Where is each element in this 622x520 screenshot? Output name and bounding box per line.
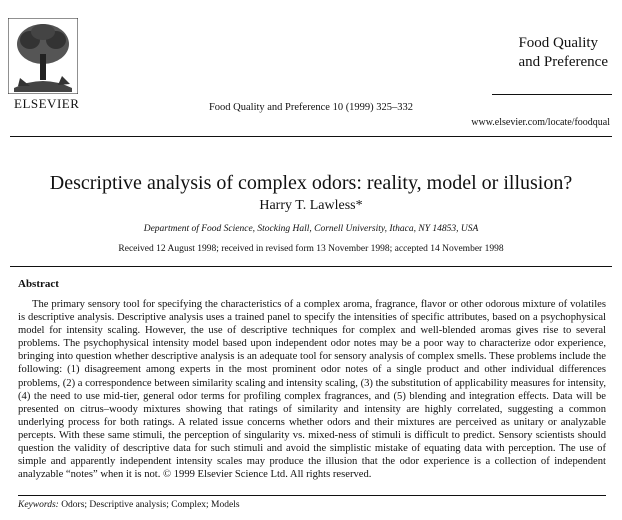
elsevier-tree-logo xyxy=(8,18,78,94)
author-affiliation: Department of Food Science, Stocking Hall, Cornell University, Ithaca, NY 14853, USA xyxy=(143,224,479,234)
header-divider xyxy=(10,136,612,137)
journal-citation: Food Quality and Preference 10 (1999) 325–332 xyxy=(208,102,414,113)
article-author: Harry T. Lawless* xyxy=(259,198,363,213)
received-dates: Received 12 August 1998; received in revised form 13 November 1998; accepted 14 November 1998 xyxy=(118,244,504,254)
journal-title-line2: and Preference xyxy=(518,54,608,70)
journal-url-link[interactable]: www.elsevier.com/locate/foodqual xyxy=(471,117,610,128)
article-title: Descriptive analysis of complex odors: reality, model or illusion? xyxy=(49,172,573,194)
journal-title-line1: Food Quality xyxy=(518,35,599,51)
abstract-divider xyxy=(10,266,612,267)
journal-title-rule xyxy=(492,94,612,95)
keywords-label: Keywords: xyxy=(18,500,59,510)
abstract-body: The primary sensory tool for specifying the characteristics of a complex aroma, fragrance, flavor or other odorous mixture of volatiles is descriptive analysis. Descriptive analysis uses a trained panel to specify the intensities of specific attributes, based on a psychophysical model for intensity scaling. However, the use of descriptive techniques for complex and well-blended aromas gives rise to several problems. The psychophysical intensity model based upon independent odor notes may be a poor way to characterize odor experience, bringing into question whether descriptive analysis is an adequate tool for sensory analysis of complex smells. These problems include the following: (1) disagreement among experts in the most prominent odor notes of a single product and other individual differences problems, (2) a correspondence between similarity scaling and intensity scaling, (3) the substitution of applicability measures for intensity, (4) the need to use mid-tier, general odor terms for profiling complex fragrances, and (5) blending and integration effects. Data will be presented on citrus–woody mixtures showing that ratings of similarity and intensity are highly correlated, suggesting a common underlying process for both ratings. A related issue concerns whether odors and their mixtures are perceived as unitary or analyzable percepts. With these same stimuli, the perception of singularity vs. mixed-ness of stimuli is difficult to predict. Sensory scientists should question the validity of descriptive data for such stimuli and avoid the simplistic mistake of equating data with perception. The use of simple and apparently independent intensity scales may produce the illusion that the odor experience is a collection of independent analyzable “notes” when it is not. © 1999 Elsevier Science Ltd. All rights reserved. xyxy=(18,299,606,481)
keywords-divider xyxy=(18,495,606,496)
keywords xyxy=(18,500,240,510)
journal-title xyxy=(518,34,608,72)
publisher-name: ELSEVIER xyxy=(14,96,80,111)
abstract-heading: Abstract xyxy=(18,278,59,290)
keywords-values: Odors; Descriptive analysis; Complex; Models xyxy=(61,500,240,510)
